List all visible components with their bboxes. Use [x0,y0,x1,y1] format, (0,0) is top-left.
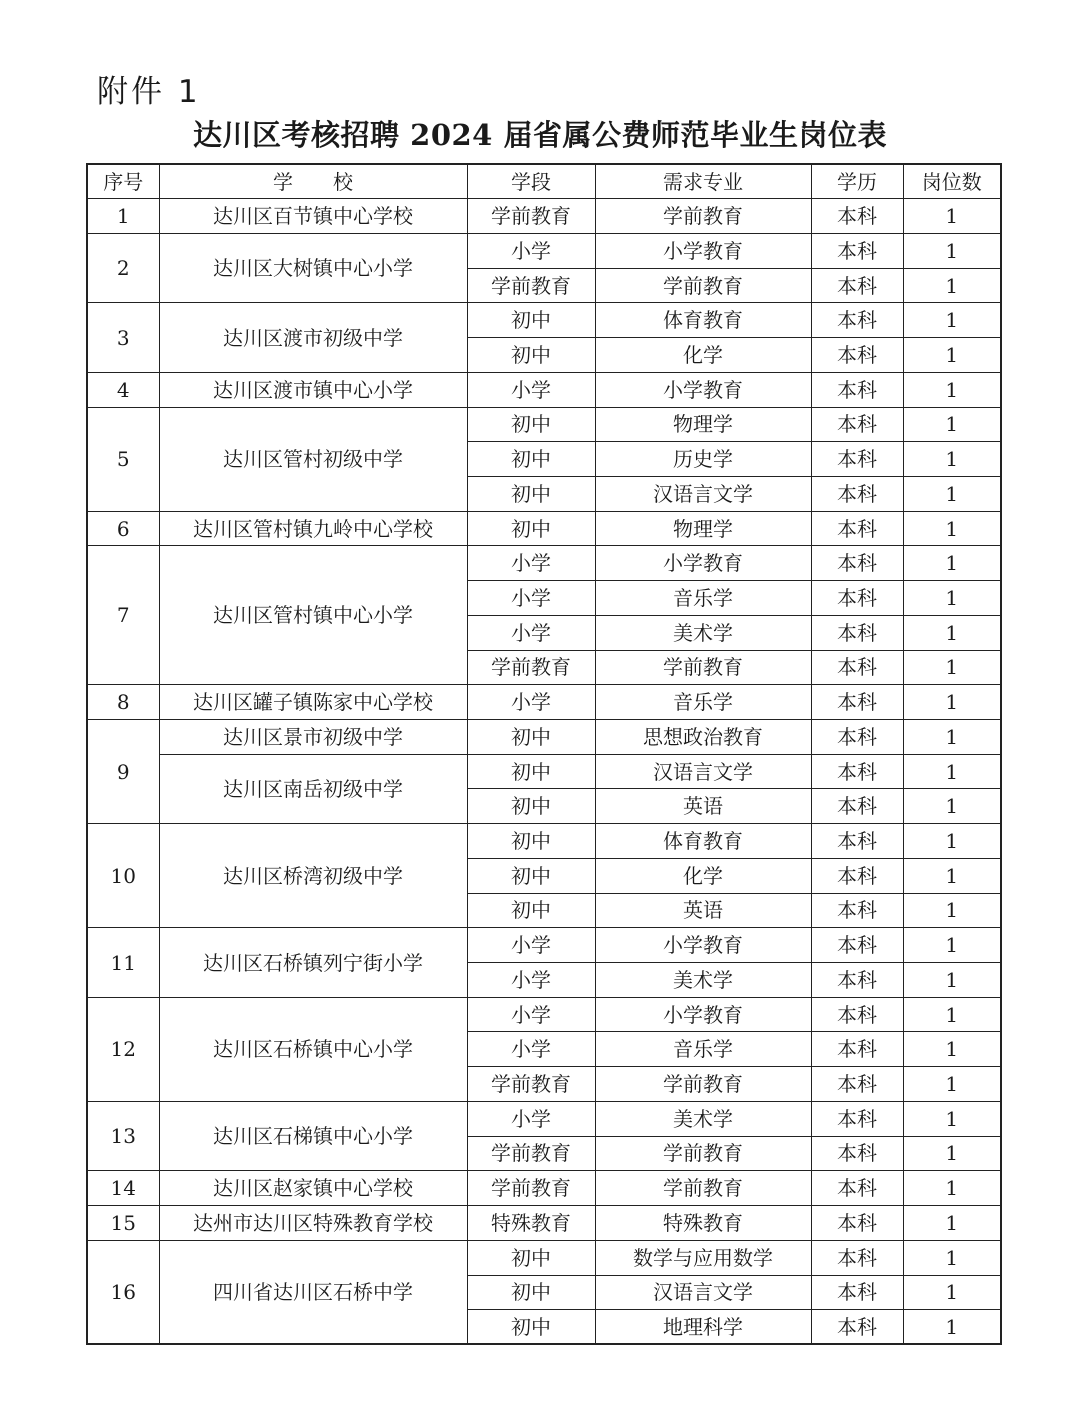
table-row [87,720,1001,755]
degree-cell: 本科 [811,233,903,268]
stage-cell: 初中 [467,720,595,755]
table-row [87,199,1001,234]
count-cell: 1 [903,372,1001,407]
count-cell: 1 [903,824,1001,859]
stage-cell: 学前教育 [467,650,595,685]
stage-cell: 初中 [467,407,595,442]
row-number: 5 [87,407,159,511]
header-count: 岗位数 [903,164,1001,199]
header-school: 学 校 [159,164,467,199]
table-row [87,546,1001,581]
count-cell: 1 [903,1171,1001,1206]
degree-cell: 本科 [811,546,903,581]
major-cell: 地理科学 [595,1310,811,1345]
degree-cell: 本科 [811,1310,903,1345]
degree-cell: 本科 [811,858,903,893]
row-number: 7 [87,546,159,685]
stage-cell: 小学 [467,928,595,963]
row-number: 9 [87,720,159,824]
count-cell: 1 [903,1275,1001,1310]
major-cell: 美术学 [595,1101,811,1136]
school-name: 达川区管村镇九岭中心学校 [159,511,467,546]
stage-cell: 学前教育 [467,199,595,234]
row-number: 2 [87,233,159,302]
major-cell: 化学 [595,858,811,893]
major-cell: 美术学 [595,615,811,650]
major-cell: 小学教育 [595,546,811,581]
major-cell: 音乐学 [595,581,811,616]
row-number: 3 [87,303,159,372]
degree-cell: 本科 [811,1171,903,1206]
count-cell: 1 [903,893,1001,928]
degree-cell: 本科 [811,1136,903,1171]
school-name: 达川区石桥镇中心小学 [159,997,467,1101]
school-name: 达州市达川区特殊教育学校 [159,1206,467,1241]
degree-cell: 本科 [811,685,903,720]
degree-cell: 本科 [811,1206,903,1241]
header-stage: 学段 [467,164,595,199]
row-number: 15 [87,1206,159,1241]
school-name: 达川区赵家镇中心学校 [159,1171,467,1206]
school-name: 达川区石桥镇列宁街小学 [159,928,467,997]
table-header-row [87,164,1001,199]
stage-cell: 小学 [467,997,595,1032]
major-cell: 体育教育 [595,824,811,859]
stage-cell: 初中 [467,1240,595,1275]
positions-table-container [86,163,1002,1345]
header-degree: 学历 [811,164,903,199]
stage-cell: 小学 [467,963,595,998]
school-name: 达川区管村初级中学 [159,407,467,511]
page-title: 达川区考核招聘 2024 届省属公费师范毕业生岗位表 [193,118,887,152]
count-cell: 1 [903,1136,1001,1171]
degree-cell: 本科 [811,407,903,442]
row-number: 6 [87,511,159,546]
row-number: 16 [87,1240,159,1344]
major-cell: 小学教育 [595,372,811,407]
count-cell: 1 [903,858,1001,893]
stage-cell: 小学 [467,615,595,650]
count-cell: 1 [903,754,1001,789]
stage-cell: 初中 [467,789,595,824]
table-row [87,754,1001,789]
row-number: 12 [87,997,159,1101]
school-name: 达川区管村镇中心小学 [159,546,467,685]
degree-cell: 本科 [811,338,903,373]
degree-cell: 本科 [811,442,903,477]
school-name: 达川区渡市初级中学 [159,303,467,372]
count-cell: 1 [903,650,1001,685]
school-name: 四川省达川区石桥中学 [159,1240,467,1344]
attachment-label: 附件 1 [97,74,201,110]
major-cell: 思想政治教育 [595,720,811,755]
count-cell: 1 [903,997,1001,1032]
major-cell: 音乐学 [595,1032,811,1067]
degree-cell: 本科 [811,1032,903,1067]
degree-cell: 本科 [811,997,903,1032]
degree-cell: 本科 [811,1067,903,1102]
degree-cell: 本科 [811,789,903,824]
table-row [87,1101,1001,1136]
major-cell: 汉语言文学 [595,754,811,789]
major-cell: 汉语言文学 [595,1275,811,1310]
major-cell: 学前教育 [595,268,811,303]
count-cell: 1 [903,546,1001,581]
count-cell: 1 [903,199,1001,234]
count-cell: 1 [903,581,1001,616]
major-cell: 数学与应用数学 [595,1240,811,1275]
major-cell: 学前教育 [595,1171,811,1206]
row-number: 10 [87,824,159,928]
table-row [87,1240,1001,1275]
header-major: 需求专业 [595,164,811,199]
row-number: 13 [87,1101,159,1170]
count-cell: 1 [903,1067,1001,1102]
stage-cell: 初中 [467,824,595,859]
stage-cell: 小学 [467,1032,595,1067]
stage-cell: 学前教育 [467,1067,595,1102]
degree-cell: 本科 [811,1275,903,1310]
count-cell: 1 [903,303,1001,338]
major-cell: 美术学 [595,963,811,998]
stage-cell: 学前教育 [467,1171,595,1206]
major-cell: 学前教育 [595,199,811,234]
school-name: 达川区渡市镇中心小学 [159,372,467,407]
count-cell: 1 [903,720,1001,755]
degree-cell: 本科 [811,720,903,755]
count-cell: 1 [903,1310,1001,1345]
degree-cell: 本科 [811,615,903,650]
count-cell: 1 [903,407,1001,442]
degree-cell: 本科 [811,303,903,338]
stage-cell: 小学 [467,581,595,616]
count-cell: 1 [903,789,1001,824]
degree-cell: 本科 [811,476,903,511]
major-cell: 体育教育 [595,303,811,338]
degree-cell: 本科 [811,824,903,859]
table-row [87,824,1001,859]
degree-cell: 本科 [811,1101,903,1136]
stage-cell: 学前教育 [467,1136,595,1171]
count-cell: 1 [903,233,1001,268]
major-cell: 学前教育 [595,1136,811,1171]
major-cell: 音乐学 [595,685,811,720]
degree-cell: 本科 [811,581,903,616]
major-cell: 小学教育 [595,233,811,268]
major-cell: 特殊教育 [595,1206,811,1241]
count-cell: 1 [903,476,1001,511]
school-name: 达川区大树镇中心小学 [159,233,467,302]
degree-cell: 本科 [811,754,903,789]
major-cell: 小学教育 [595,997,811,1032]
count-cell: 1 [903,1206,1001,1241]
stage-cell: 初中 [467,858,595,893]
stage-cell: 小学 [467,685,595,720]
degree-cell: 本科 [811,511,903,546]
table-row [87,511,1001,546]
school-name: 达川区景市初级中学 [159,720,467,755]
degree-cell: 本科 [811,650,903,685]
row-number: 8 [87,685,159,720]
count-cell: 1 [903,963,1001,998]
stage-cell: 初中 [467,442,595,477]
table-row [87,685,1001,720]
count-cell: 1 [903,928,1001,963]
stage-cell: 小学 [467,372,595,407]
major-cell: 学前教育 [595,1067,811,1102]
stage-cell: 小学 [467,1101,595,1136]
degree-cell: 本科 [811,199,903,234]
stage-cell: 初中 [467,511,595,546]
major-cell: 汉语言文学 [595,476,811,511]
stage-cell: 特殊教育 [467,1206,595,1241]
table-row [87,928,1001,963]
row-number: 1 [87,199,159,234]
degree-cell: 本科 [811,963,903,998]
stage-cell: 学前教育 [467,268,595,303]
major-cell: 物理学 [595,511,811,546]
count-cell: 1 [903,1032,1001,1067]
degree-cell: 本科 [811,928,903,963]
degree-cell: 本科 [811,1240,903,1275]
row-number: 4 [87,372,159,407]
major-cell: 英语 [595,789,811,824]
count-cell: 1 [903,685,1001,720]
degree-cell: 本科 [811,372,903,407]
table-row [87,1171,1001,1206]
table-row [87,233,1001,268]
stage-cell: 初中 [467,476,595,511]
stage-cell: 小学 [467,546,595,581]
table-row [87,372,1001,407]
major-cell: 化学 [595,338,811,373]
stage-cell: 初中 [467,1275,595,1310]
school-name: 达川区南岳初级中学 [159,754,467,823]
table-row [87,997,1001,1032]
school-name: 达川区百节镇中心学校 [159,199,467,234]
header-no: 序号 [87,164,159,199]
table-row [87,303,1001,338]
stage-cell: 初中 [467,893,595,928]
table-row [87,1206,1001,1241]
count-cell: 1 [903,511,1001,546]
positions-table [86,163,1002,1345]
row-number: 11 [87,928,159,997]
major-cell: 物理学 [595,407,811,442]
stage-cell: 小学 [467,233,595,268]
table-row [87,407,1001,442]
degree-cell: 本科 [811,893,903,928]
count-cell: 1 [903,615,1001,650]
stage-cell: 初中 [467,338,595,373]
major-cell: 英语 [595,893,811,928]
count-cell: 1 [903,1240,1001,1275]
count-cell: 1 [903,338,1001,373]
school-name: 达川区桥湾初级中学 [159,824,467,928]
count-cell: 1 [903,1101,1001,1136]
table-body [87,199,1001,1345]
stage-cell: 初中 [467,1310,595,1345]
school-name: 达川区罐子镇陈家中心学校 [159,685,467,720]
school-name: 达川区石梯镇中心小学 [159,1101,467,1170]
count-cell: 1 [903,442,1001,477]
degree-cell: 本科 [811,268,903,303]
major-cell: 小学教育 [595,928,811,963]
row-number: 14 [87,1171,159,1206]
major-cell: 历史学 [595,442,811,477]
count-cell: 1 [903,268,1001,303]
stage-cell: 初中 [467,303,595,338]
major-cell: 学前教育 [595,650,811,685]
stage-cell: 初中 [467,754,595,789]
